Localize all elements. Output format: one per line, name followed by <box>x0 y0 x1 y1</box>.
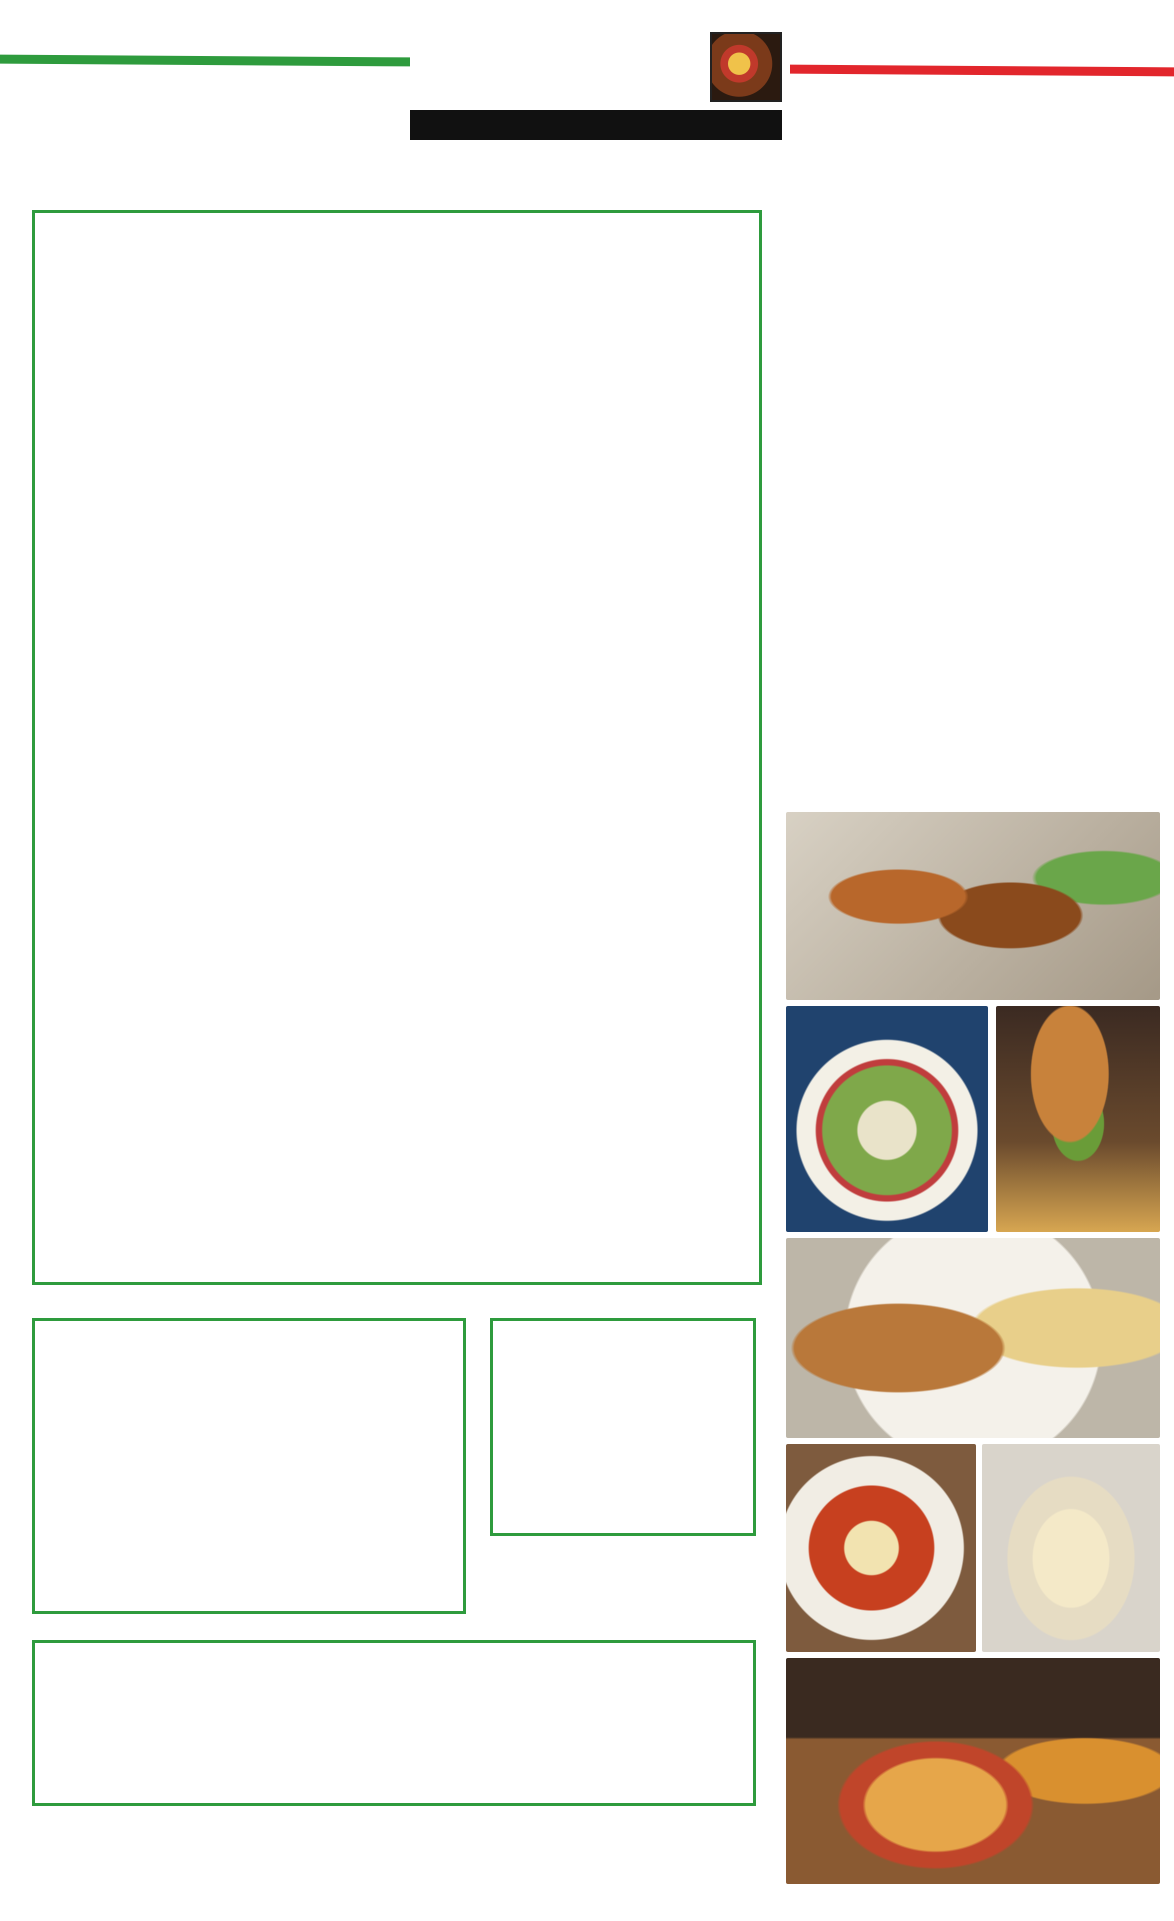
brand-subtitle <box>410 110 782 140</box>
gluten-free-section <box>790 205 1160 209</box>
salad-photo <box>786 1006 988 1232</box>
pizza-photo <box>786 1658 1160 1884</box>
brand-logo <box>405 28 785 140</box>
gluten-free-pizza <box>405 331 745 352</box>
chicken-pasta-photo <box>786 1238 1160 1438</box>
green-stripe <box>0 55 410 67</box>
pastas-list <box>57 1471 79 1493</box>
footer-disclaimer <box>46 1820 756 1822</box>
red-stripe <box>790 65 1174 77</box>
dessert-section <box>32 1640 756 1806</box>
chicken-wings-photo <box>786 812 1160 1000</box>
sicilian-section <box>405 386 745 407</box>
sauces-list <box>275 1471 289 1493</box>
ny-pizza-right-column <box>405 313 745 429</box>
kids-menu-section <box>32 1318 466 1614</box>
size-legend <box>275 260 307 278</box>
sicilian-cheese-item <box>405 386 745 407</box>
pizza-logo-icon <box>710 32 782 102</box>
burger-photo <box>996 1006 1160 1232</box>
lasagna-photo <box>786 1444 976 1652</box>
shrimp-pasta-photo <box>982 1444 1160 1652</box>
gnocchi-section <box>790 560 1160 564</box>
cafe-section <box>490 1318 756 1536</box>
ny-pizza-section <box>32 210 762 1285</box>
